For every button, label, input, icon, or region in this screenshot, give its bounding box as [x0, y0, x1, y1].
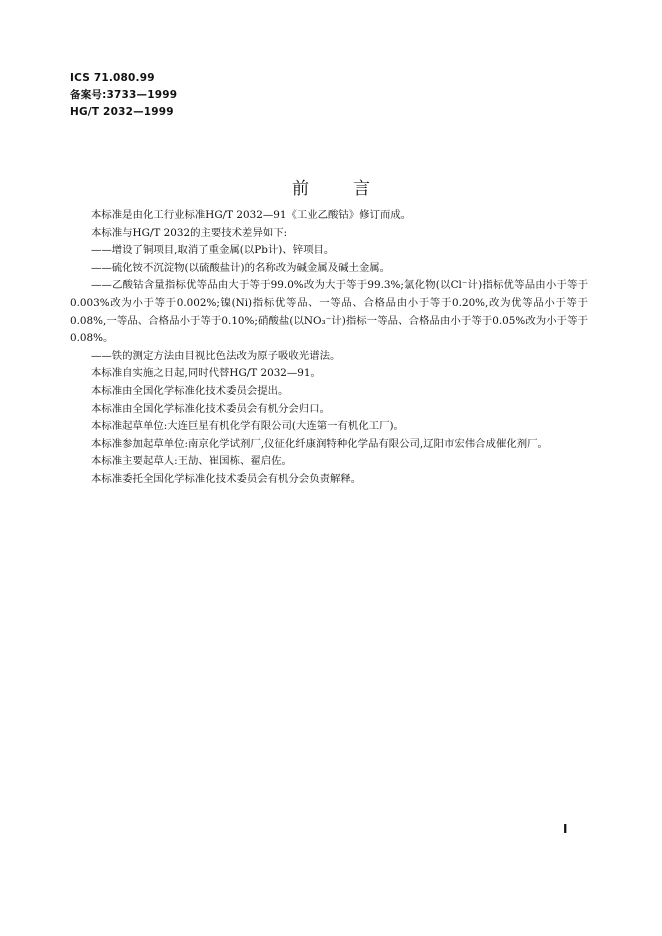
paragraph: ——增设了铜项目,取消了重金属(以Pb计)、锌项目。	[91, 244, 335, 257]
paragraph: 本标准委托全国化学标准化技术委员会有机分会负责解释。	[91, 472, 362, 485]
paragraph: 本标准由全国化学标准化技术委员会提出。	[91, 384, 289, 397]
paragraph: 本标准自实施之日起,同时代替HG/T 2032—91。	[91, 367, 321, 380]
document-header	[70, 70, 177, 121]
paragraph: 本标准参加起草单位:南京化学试剂厂,仪征化纤康润特种化学品有限公司,辽阳市宏伟合成催化剂厂。	[91, 437, 548, 450]
ics-code: ICS 71.080.99	[70, 72, 155, 84]
paragraph: 本标准起草单位:大连巨星有机化学有限公司(大连第一有机化工厂)。	[91, 420, 404, 433]
paragraph: 本标准由全国化学标准化技术委员会有机分会归口。	[91, 402, 330, 415]
page-number: I	[563, 822, 568, 836]
document-body	[70, 207, 588, 489]
standard-number: HG/T 2032—1999	[70, 106, 174, 118]
paragraph: 本标准与HG/T 2032的主要技术差异如下:	[91, 226, 288, 239]
paragraph: ——硫化铵不沉淀物(以硫酸盐计)的名称改为碱金属及碱土金属。	[91, 261, 391, 274]
page-title: 前言	[292, 179, 414, 199]
paragraph: 本标准主要起草人:王劼、崔国栋、翟启佐。	[91, 455, 292, 468]
paragraph: ——铁的测定方法由目视比色法改为原子吸收光谱法。	[91, 349, 341, 362]
filing-number: 备案号:3733—1999	[70, 89, 178, 101]
paragraph: 本标准是由化工行业标准HG/T 2032—91《工业乙酸钴》修订而成。	[91, 209, 412, 221]
paragraph: ——乙酸钴含量指标优等品由大于等于99.0%改为大于等于99.3%;氯化物(以Cl⁻计)指标优等品由小于等于0.003%改为小于等于0.002%;镍(Ni)指标优等品、一等品、合格品由小于等于0.20%,改为优等品小于等于0.08%,一等品、合格品小于等于0.10%;硝酸盐(以NO₃⁻计)指标一等品、合格品由小于等于0.05%改为小于等于0.08%。	[70, 279, 588, 345]
